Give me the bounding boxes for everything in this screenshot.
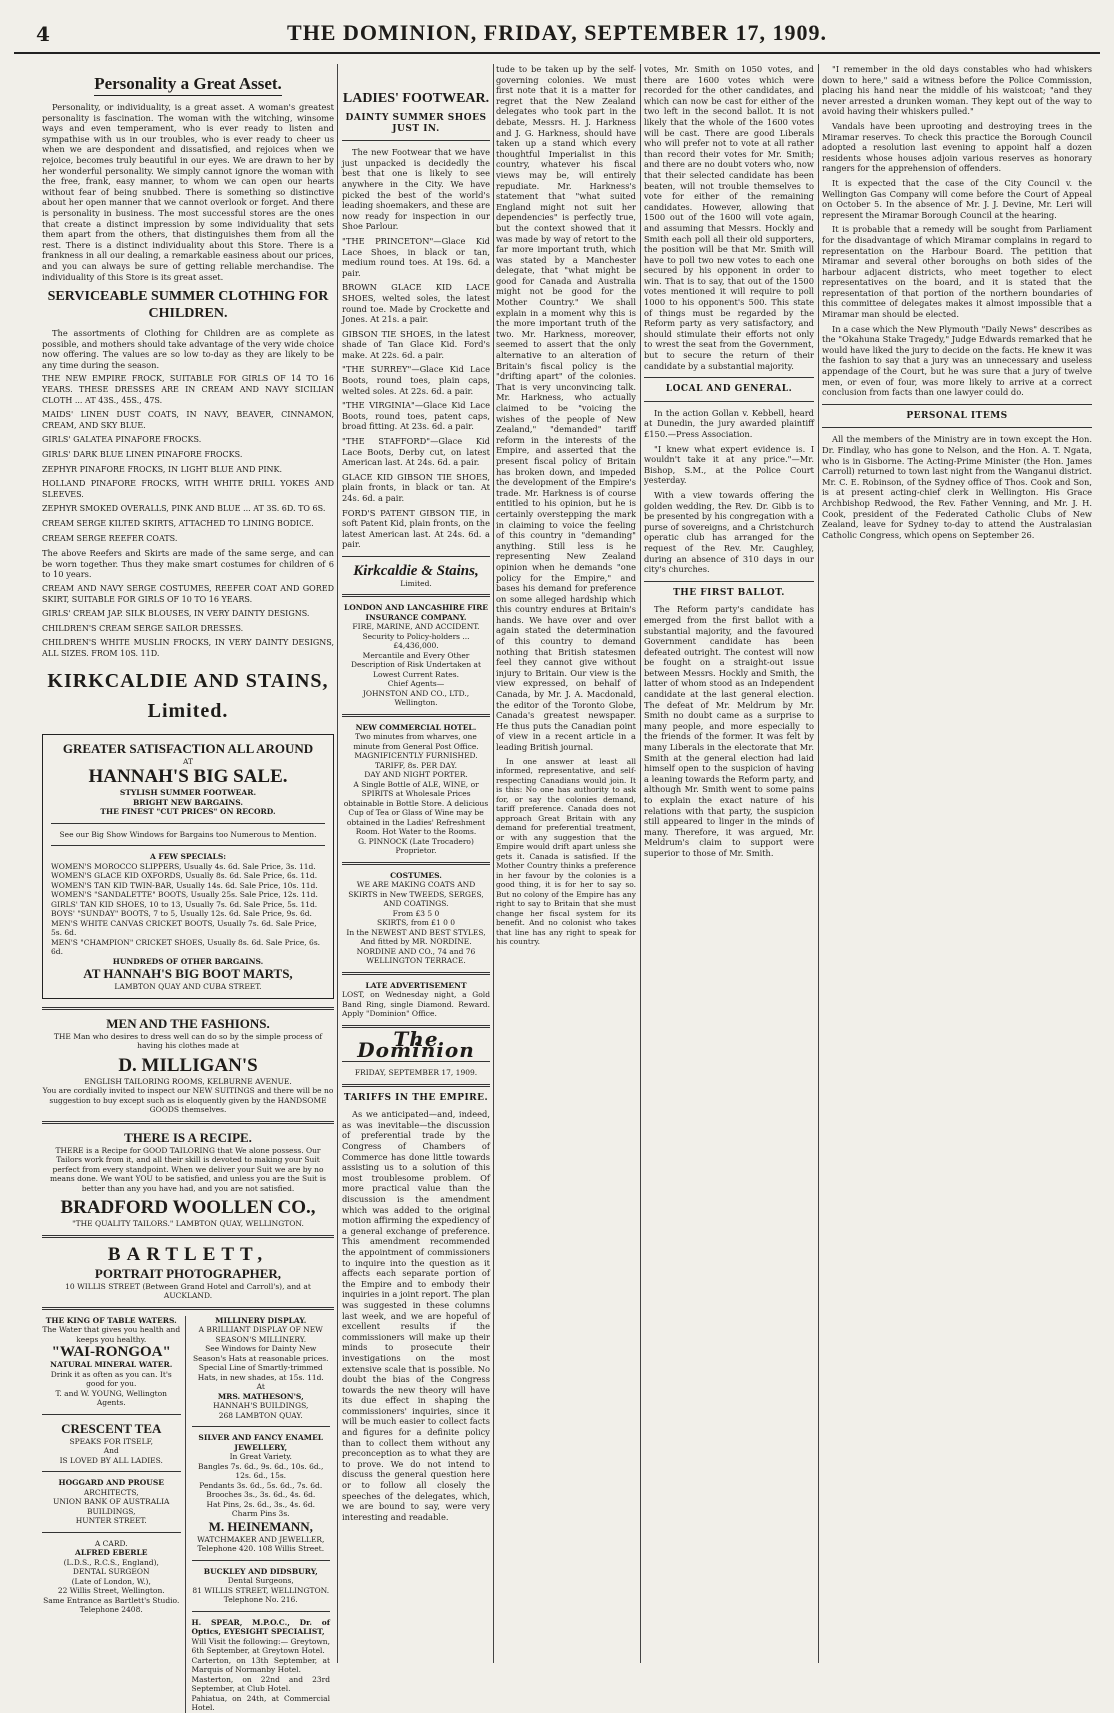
list-item: WOMEN'S GLACE KID OXFORDS, Usually 8s. 6d. Sale Price, 6s. 11d.: [51, 871, 318, 881]
ad-line: DAY AND NIGHT PORTER.: [364, 770, 468, 780]
list-item: WOMEN'S TAN KID TWIN-BAR, Usually 14s. 6d. Sale Price, 10s. 11d.: [51, 880, 318, 890]
section-heading: LOCAL AND GENERAL.: [665, 384, 793, 395]
ad-line: THE FINEST "CUT PRICES" ON RECORD.: [100, 807, 276, 817]
ad-line: 22 Willis Street, Wellington.: [57, 1586, 165, 1596]
ad-line: In the NEWEST AND BEST STYLES, And fitted by MR. NORDINE.: [346, 927, 486, 947]
ad-line: HOGGARD AND PROUSE: [58, 1478, 164, 1488]
spear-ad: [192, 1618, 331, 1713]
ad-line: Will Visit the following:— Greytown, 6th September, at Greytown Hotel.: [191, 1636, 330, 1656]
hannah-ad: [42, 734, 334, 999]
list-item: GIBSON TIE SHOES, in the latest shade of Tan Glace Kid. Ford's make. At 22s. 6d. a pair.: [342, 328, 490, 360]
ad-line: A FEW SPECIALS:: [149, 852, 227, 862]
article-quote: In one answer at least all informed, representative, and self-respecting Canadians would join. It is this: No one has authority to ask for, or say the colonies demand, tariff preference. Canada does not approach Great Britain with any demand for preferential treatment, or with any suggestion that the Empire would drift apart unless she gets it. Canada is satisfied. If the Mother Country thinks a preference in her favour by the colonies is a good thing, it is for her to say so. But no colony of the Empire has any right to say to Britain that she must change her fiscal system for its benefit. And no colonist who takes that line has any right to speak for his country.: [496, 756, 636, 947]
ad-line: Security to Policy-holders ... £4,436,000.: [362, 631, 470, 651]
ad-line: See Windows for Dainty New Season's Hats at reasonable prices.: [192, 1344, 329, 1363]
section-heading: PERSONAL ITEMS: [906, 410, 1008, 421]
ad-line: GREATER SATISFACTION ALL AROUND: [62, 740, 314, 756]
late-ad-text: LOST, on Wednesday night, a Gold Band Ring, single Diamond. Reward. Apply "Dominion" Office.: [342, 990, 490, 1019]
insurance-ad: [342, 603, 490, 708]
ad-line: H. SPEAR, M.P.O.C., Dr. of Optics, EYESIGHT SPECIALIST,: [191, 1617, 330, 1637]
ad-line: NATURAL MINERAL WATER.: [50, 1360, 173, 1370]
ad-line: STYLISH SUMMER FOOTWEAR.: [119, 788, 257, 798]
ad-line: AT HANNAH'S BIG BOOT MARTS,: [83, 966, 293, 982]
list-item: CREAM SERGE KILTED SKIRTS, ATTACHED TO LINING BODICE.: [42, 519, 314, 528]
leader-heading: TARIFFS IN THE EMPIRE.: [343, 1092, 489, 1103]
ad-line: SKIRTS, from £1 0 0: [376, 918, 456, 928]
ad-line: G. PINNOCK (Late Trocadero) Proprietor.: [358, 836, 474, 856]
ad-line: PORTRAIT PHOTOGRAPHER,: [94, 1265, 282, 1281]
ad-line: HUNDREDS OF OTHER BARGAINS.: [112, 956, 264, 966]
column-2: [342, 64, 490, 1663]
list-item: GIRLS' TAN KID SHOES, 10 to 13, Usually 7s. 6d. Sale Price, 5s. 11d.: [51, 899, 318, 909]
ad-line: The Water that gives you health and keeps you healthy.: [42, 1325, 181, 1344]
list-item: WOMEN'S "SANDALETTE" BOOTS, Usually 25s. Sale Price, 12s. 11d.: [51, 890, 318, 900]
ad-line: WE ARE MAKING COATS AND SKIRTS in New TWEEDS, SERGES, AND COATINGS.: [348, 880, 484, 909]
ad-line: In Great Variety.: [229, 1452, 292, 1462]
ad-line: Carterton, on 13th September, at Marquis of Normanby Hotel.: [191, 1655, 330, 1675]
ad-line: 10 WILLIS STREET (Between Grand Hotel and Carroll's), and at AUCKLAND.: [65, 1281, 311, 1301]
list-item: MAIDS' LINEN DUST COATS, IN NAVY, BEAVER, CINNAMON, CREAM, AND SKY BLUE.: [42, 410, 334, 430]
ad-line: From £3 5 0: [392, 908, 440, 918]
ad-line: ALFRED EBERLE: [75, 1548, 148, 1558]
ad-line: A BRILLIANT DISPLAY OF NEW SEASON'S MILLINERY.: [198, 1325, 323, 1344]
article-text: It is expected that the case of the City Council v. the Wellington Gas Company will come before the Court of Appeal on October 5. In the absence of Mr. J. J. Devine, Mr. Leri will represent the Miramar Borough Council at the hearing.: [822, 177, 1092, 220]
list-item: MEN'S WHITE CANVAS CRICKET BOOTS, Usually 7s. 6d. Sale Price, 5s. 6d.: [51, 918, 317, 938]
list-item: MEN'S "CHAMPION" CRICKET SHOES, Usually 8s. 6d. Sale Price, 6s. 6d.: [51, 937, 321, 957]
column-rule: [818, 64, 819, 1663]
store-banner: KIRKCALDIE AND STAINS, Limited.: [47, 669, 329, 722]
ad-line: Dental Surgeons,: [227, 1576, 294, 1586]
store-sub: Limited.: [400, 578, 432, 588]
ad-line: ENGLISH TAILORING ROOMS, KELBURNE AVENUE.: [84, 1076, 292, 1086]
page-title: THE DOMINION, FRIDAY, SEPTEMBER 17, 1909.: [287, 20, 827, 45]
ad-line: Two minutes from wharves, one minute from General Post Office.: [353, 732, 479, 751]
ad-line: Masterton, on 22nd and 23rd September, at Club Hotel.: [191, 1674, 330, 1694]
article-text: The Reform party's candidate has emerged from the first ballot with a substantial majority, and the favoured Government candidate has been defeated outright. The contest will now be fought on a straight-out issue between Messrs. Hockly and Smith, the latter of whom stood as an Independent candidate at the last general election. The defeat of Mr. Meldrum by Mr. Smith no doubt came as a surprise to many people, and more especially to the friends of the former. It was felt by many Liberals in the electorate that Mr. Smith at the general election had laid himself open to the suspicion of having a leaning towards the Reform party, and although Mr. Smith went to some pains to explain the exact nature of his relations with that party, the suspicion still appeared to linger in the minds of many. Therefore, it was argued, Mr. Meldrum's claim to support were superior to those of Mr. Smith.: [644, 604, 814, 858]
ad-line: T. and W. YOUNG, Wellington Agents.: [55, 1388, 168, 1408]
article-text: "I remember in the old days constables who had whiskers down to here," said a witness before the Police Commission, placing his hand near the middle of his waistcoat; "and they never arrested a drunken woman. They kept out of the way to avoid having their whiskers pulled.": [822, 64, 1092, 117]
ad-line: AT: [182, 756, 193, 766]
dentist-ad: [42, 1539, 181, 1615]
ad-line: IS LOVED BY ALL LADIES.: [59, 1455, 163, 1465]
ad-line: HANNAH'S BIG SALE.: [88, 766, 288, 788]
article-text: votes, Mr. Smith on 1050 votes, and there are 1600 votes which were recorded for the other candidates, and which can now be cast for either of the two left in the second ballot. It is not likely that the whole of the 1600 votes will be cast. There are good Liberals who will prefer not to vote at all rather than record their votes for Mr. Smith; and there are no doubt voters who, now that their selected candidate has been beaten, will not trouble themselves to vote for either of the remaining candidates. However, allowing that 1500 out of the 1600 will vote again, and assuming that Messrs. Hockly and Smith each poll all their old supporters, the position will be that Mr. Smith will have to poll two new votes to each one secured by his opponent in order to win. That is to say, that out of the 1500 votes mentioned it will require to poll 1000 to his opponent's 500. This state of things must be regarded by the Reform party as very satisfactory, and should stimulate their efforts not only to wrest the seat from the Government, but to secure the return of their candidate by a substantial majority.: [644, 64, 814, 371]
ad-subhead: SERVICEABLE SUMMER CLOTHING FOR CHILDREN.: [47, 289, 329, 322]
article-text: Vandals have been uprooting and destroying trees in the Miramar reserves. To check this practice the Borough Council adopted a resolution last evening to appoint half a dozen residents whose houses adjoin various reserves as honorary rangers for the apprehension of offenders.: [822, 120, 1092, 174]
ad-text: You are cordially invited to inspect our NEW SUITINGS and there will be no suggestion to buy except such as is eloquently given by the HANDSOME GOODS themselves.: [42, 1086, 334, 1115]
list-item: HOLLAND PINAFORE FROCKS, WITH WHITE DRILL YOKES AND SLEEVES.: [42, 479, 334, 499]
ad-line: See our Big Show Windows for Bargains too Numerous to Mention.: [59, 829, 317, 839]
list-item: ZEPHYR PINAFORE FROCKS, IN LIGHT BLUE AND PINK.: [42, 464, 283, 474]
ad-line: Bangles 7s. 6d., 9s. 6d., 10s. 6d., 12s. 6d., 15s.: [198, 1461, 324, 1481]
list-item: BROWN GLACE KID LACE SHOES, welted soles, the latest round toe. Made by Crockette and Jones. At 21s. a pair.: [342, 282, 490, 325]
list-item: "THE VIRGINIA"—Glace Kid Lace Boots, round toes, patent caps, broad fitting. At 23s. 6d. a pair.: [342, 400, 490, 432]
article-text: In a case which the New Plymouth "Daily News" describes as the "Okahuna Stake Tragedy," Judge Edwards remarked that he would have liked the jury to decide on the facts. He knew it was the fashion to say that a jury was an unnecessary and useless appendage of the Court, but he was sure that a jury of twelve men, or even of four, was more likely to arrive at a correct conclusion from facts than one lawyer could do.: [822, 323, 1093, 398]
list-item: WOMEN'S MOROCCO SLIPPERS, Usually 4s. 6d. Sale Price, 3s. 11d.: [51, 861, 316, 871]
list-item: The above Reefers and Skirts are made of the same serge, and can be worn together. Thus they make smart costumes for children of 6 to 10 years.: [42, 548, 334, 580]
list-item: "THE SURREY"—Glace Kid Lace Boots, round toes, plain caps, welted soles. At 22s. 6d. a pair.: [342, 364, 490, 396]
ad-line: NORDINE AND CO., 74 and 76 WELLINGTON TERRACE.: [356, 946, 476, 966]
article-text: In the action Gollan v. Kebbell, heard at Dunedin, the jury awarded plaintiff £150.—Press Association.: [644, 407, 814, 439]
ad-line: Pahiatua, on 24th, at Commercial Hotel.: [191, 1693, 330, 1713]
ad-line: 268 LAMBTON QUAY.: [218, 1410, 303, 1420]
ad-line: Drink it as often as you can. It's good for you.: [50, 1369, 172, 1389]
ad-line: MRS. MATHESON'S,: [217, 1391, 304, 1401]
store-name: Kirkcaldie & Stains,: [353, 562, 479, 579]
leader-text: As we anticipated—and, indeed, as was inevitable—the discussion of preferential trade by the Congress of Chambers of Commerce has done little towards assisting us to a solution of this most troublesome problem. Of more practical value than the discussion is the amendment which was added to the original motion affirming the expediency of a general exchange of preference. This amendment recommended the appointment of commissioners to inquire into the question as it affects each separate portion of the Empire and to embody their inquiries in a joint report. The plan was suggested in these columns last week, and we are hopeful of excellent results if the commissioners will make up their minds to prosecute their investigations on the most extensive scale that is possible. No doubt the bias of the Congress towards the new theory will have its due effect in shaping the commissioners' inquiries, since it will be much easier to collect facts and figures for a definite policy than to collect them without any preconception as to what they are to prove. We do not intend to discuss the general question here or to follow all closely the speeches of the delegates, which, we are bound to say, were very interesting and readable.: [342, 1109, 490, 1522]
ad-text: Personality, or individuality, is a great asset. A woman's greatest personality is fascination. The woman with the witching, winsome ways and even temperament, who is ever ready to listen and sympathise with us in our troubles, who is ever ready to cheer us when we are despondent and dissatisfied, and rejoices when we rejoice, becomes truly beautiful in our eyes. We are drawn to her by her wonderful personality. We simply cannot ignore the woman with the free, frank, easy manner, to whom we can open our hearts without fear of being snubbed. There is something so distinctive about her open manner that we cannot overlook or forget. And there is personality in business. The most successful stores are the ones that create a distinct impression by some individuality that sets them apart from the others, that distinguishes them from all the rest. There is a distinct individuality about this Store. There is a frankness in all our dealing, a remarkable easiness about our prices, and you can always be sure of getting reliable merchandise. The individuality of this Store is its great asset.: [42, 102, 334, 282]
ad-line: Charm Pins 3s.: [231, 1509, 290, 1519]
hoggard-ad: [42, 1478, 181, 1526]
ad-line: CRESCENT TEA: [61, 1420, 162, 1436]
column-3: [496, 64, 636, 1663]
ad-line: SPEAKS FOR ITSELF,: [69, 1436, 154, 1446]
leader-date: FRIDAY, SEPTEMBER 17, 1909.: [354, 1068, 478, 1078]
ad-line: 81 WILLIS STREET, WELLINGTON.: [192, 1585, 330, 1595]
costumes-ad: [342, 871, 490, 966]
article-text: "I knew what expert evidence is. I wouldn't take it at any price."—Mr. Bishop, S.M., at the Police Court yesterday.: [644, 443, 814, 486]
ad-line: BRADFORD WOOLLEN CO.,: [60, 1197, 316, 1219]
masthead: [14, 8, 1100, 54]
waironga-ad: [42, 1316, 181, 1408]
ad-line: Same Entrance as Bartlett's Studio. Telephone 2408.: [43, 1595, 180, 1615]
ad-line: A CARD.: [94, 1538, 128, 1548]
ad-line: (Late of London, W.),: [71, 1576, 151, 1586]
ad-line: HUNTER STREET.: [75, 1516, 147, 1526]
list-item: GIRLS' GALATEA PINAFORE FROCKS.: [42, 435, 202, 445]
ad-headline: Personality a Great Asset.: [42, 74, 334, 96]
ad-line: A Single Bottle of ALE, WINE, or SPIRITS at Wholesale Prices obtainable in Bottle Store. A delicious Cup of Tea or Glass of Wine may be obtained in the Ladies' Refreshment Room. Hot Water to the Rooms.: [343, 779, 489, 837]
ad-line: THERE IS A RECIPE.: [124, 1129, 252, 1145]
ad-line: THE KING OF TABLE WATERS.: [45, 1315, 177, 1325]
ad-line: Mercantile and Every Other Description of Risk Undertaken at Lowest Current Rates.: [350, 650, 482, 679]
heinemann-ad: [192, 1433, 331, 1554]
list-item: CREAM AND NAVY SERGE COSTUMES, REEFER COAT AND GORED SKIRT, SUITABLE FOR GIRLS OF 10 TO 16 YEARS.: [42, 583, 334, 604]
ad-line: COSTUMES.: [390, 870, 442, 880]
article-text: tude to be taken up by the self-governing colonies. We must first note that it is a matter for regret that the New Zealand delegates who took part in the debate, Messrs. H. J. Harkness and J. G. Harkness, should have taken up a stand which every thoughtful Imperialist in this country, whatever his fiscal views may be, will entirely repudiate. Mr. Harkness's statement that "what suited England might not suit her dependencies" is perfectly true, but the context showed that it was made by way of retort to the far more important truth, which was stated by a Manchester delegate, that "what might be good for Canada and Australia might not be good for the Mother Country." We shall explain in a moment why this is the more important truth of the two. Mr. Harkness, moreover, seemed to assert that the only alternative to an alteration of Britain's fiscal policy is the "drifting apart" of the colonies. That is very unconvincing talk. Mr. Harkness, who actually claimed to be "voicing the wishes of the people of New Zealand," "demanded" tariff reform in the interests of the Empire, and asserted that the present fiscal policy of Britain has broken down, and impeded the development of the Empire's trade. Mr. Harkness is of course entitled to his opinion, but he is certainly overstepping the mark in claiming to voice the feeling of this country in "demanding" anything. Still less is he representing New Zealand opinion when he demands "one policy for the Empire," and bases his demand for preference on some alleged hardship which this country endures at Britain's hands. We have over and over again stated the determination of this country to demand nothing that British statesmen feel they cannot give without injury to Britain. Our view is the view expressed, on behalf of Canada, by Mr. J. A. Macdonald, the editor of the Toronto Globe, Canada's greatest newspaper. He thus puts the Canadian point of view in a recent article in a leading British journal.: [496, 64, 636, 752]
list-item: GIRLS' CREAM JAP. SILK BLOUSES, IN VERY DAINTY DESIGNS.: [42, 609, 310, 619]
list-item: FORD'S PATENT GIBSON TIE, in soft Patent Kid, plain fronts, on the latest American last. At 24s. 6d. a pair.: [342, 507, 490, 550]
ad-line: (L.D.S., R.C.S., England),: [63, 1557, 159, 1567]
list-item: "THE PRINCETON"—Glace Kid Lace Shoes, in black or tan, medium round toes. At 19s. 6d. a pair.: [342, 235, 490, 278]
column-rule: [640, 64, 641, 1663]
list-item: ZEPHYR SMOKED OVERALLS, PINK AND BLUE ... AT 3S. 6D. TO 6S.: [42, 504, 326, 514]
column-rule: [337, 64, 338, 1663]
ad-line: And: [103, 1446, 119, 1456]
ad-line: Pendants 3s. 6d., 5s. 6d., 7s. 6d.: [199, 1480, 323, 1490]
page-number: 4: [36, 22, 50, 46]
ad-line: Chief Agents—: [387, 679, 445, 689]
hotel-ad: [342, 723, 490, 856]
ad-text: THE Man who desires to dress well can do so by the simple process of having his clothes made at: [53, 1031, 323, 1051]
ad-line: BARTLETT,: [107, 1243, 269, 1265]
ad-line: WATCHMAKER AND JEWELLER,: [197, 1534, 325, 1544]
ad-line: D. MILLIGAN'S: [118, 1054, 258, 1076]
article-text: With a view towards offering the golden wedding, the Rev. Dr. Gibb is to be presented by his congregation with a purse of sovereigns, and a Christchurch operatic club has arranged for the request of the Rev. Mr. Caughley, during an absence of 310 days in our city's churches.: [644, 489, 814, 575]
ad-line: Special Line of Smartly-trimmed Hats, in new shades, at 15s. 11d.: [197, 1363, 324, 1382]
dominion-logo: The Dominion: [357, 1026, 475, 1062]
ad-line: Brooches 3s., 3s. 6d., 4s. 6d.: [206, 1490, 316, 1500]
ad-line: ARCHITECTS,: [83, 1487, 139, 1497]
late-ad-head: LATE ADVERTISEMENT: [365, 980, 467, 990]
ad-line: At: [256, 1382, 265, 1392]
ad-line: JOHNSTON AND CO., LTD., Wellington.: [362, 688, 470, 708]
ad-line: Telephone No. 216.: [223, 1595, 298, 1605]
ad-line: LAMBTON QUAY AND CUBA STREET.: [114, 982, 262, 992]
column-4: [644, 64, 814, 1663]
ad-line: MEN AND THE FASHIONS.: [106, 1015, 270, 1031]
ad-headline: LADIES' FOOTWEAR.: [342, 91, 490, 106]
list-item: "THE STAFFORD"—Glace Kid Lace Boots, Derby cut, on latest American last. At 24s. 6d. a pair.: [342, 436, 490, 468]
recipe-ad: [42, 1130, 334, 1229]
ad-line: Hat Pins, 2s. 6d., 3s., 4s. 6d.: [206, 1499, 316, 1509]
small-ads: [42, 1316, 334, 1713]
ad-text: The new Footwear that we have just unpacked is decidedly the best that one is likely to see anywhere in the City. We have picked the best of the world's leading shoemakers, and these are now ready for inspection in our Shoe Parlour.: [342, 147, 490, 232]
ad-line: BUCKLEY AND DIDSBURY,: [203, 1566, 318, 1576]
list-item: THE NEW EMPIRE FROCK, SUITABLE FOR GIRLS OF 14 TO 16 YEARS. THESE DRESSES ARE IN CREAM AND NAVY SICILIAN CLOTH ... AT 43S., 45S., 47S.: [42, 374, 334, 405]
crescent-ad: [42, 1421, 181, 1466]
ad-line: "THE QUALITY TAILORS." LAMBTON QUAY, WELLINGTON.: [72, 1219, 304, 1229]
list-item: GIRLS' DARK BLUE LINEN PINAFORE FROCKS.: [42, 450, 243, 460]
ad-line: FIRE, MARINE, AND ACCIDENT.: [352, 622, 480, 632]
ad-text: The assortments of Clothing for Children are as complete as possible, and mothers should take advantage of the very wide choice now offering. The values are so low to-day as they are likely to be any time during the season.: [42, 328, 334, 370]
ad-line: LONDON AND LANCASHIRE FIRE INSURANCE COMPANY.: [343, 603, 489, 622]
ad-line: NEW COMMERCIAL HOTEL.: [355, 722, 477, 732]
ad-text: THERE is a Recipe for GOOD TAILORING that We alone possess. Our Tailors work from it, and all their skill is devoted to making your Suit perfect from every standpoint. When we deliver your Suit we are by no means done. We want YOU to be satisfied, and unless you are the Suit is better than any you have had, and you are not satisfied.: [49, 1145, 326, 1193]
column-5: [822, 64, 1092, 1663]
ad-line: Telephone 420. 108 Willis Street.: [197, 1544, 325, 1554]
ad-line: MILLINERY DISPLAY.: [215, 1315, 307, 1325]
millinery-ad: [192, 1316, 331, 1421]
column-1: [42, 64, 334, 1713]
ad-line: UNION BANK OF AUSTRALIA BUILDINGS,: [53, 1497, 170, 1516]
list-item: CHILDREN'S CREAM SERGE SAILOR DRESSES.: [42, 623, 244, 633]
list-item: BOYS' "SUNDAY" BOOTS, 7 to 5, Usually 12s. 6d. Sale Price, 9s. 6d.: [51, 909, 312, 919]
column-rule: [493, 64, 494, 1663]
ad-line: M. HEINEMANN,: [208, 1518, 313, 1534]
ad-line: SILVER AND FANCY ENAMEL JEWELLERY,: [198, 1433, 324, 1452]
ad-line: "WAI-RONGOA": [51, 1344, 171, 1361]
article-text: It is probable that a remedy will be sought from Parliament for the disadvantage of which Miramar complains in regard to representation on the Harbour Board. The petition that Miramar and several other boroughs on both sides of the harbour adjacent districts, who meet together to elect representatives on the board, and it is stated that the representation of that portion of the northern boundaries of this committee of delegates makes it almost impossible that a Miramar man should be elected.: [822, 224, 1092, 320]
buckley-ad: [192, 1567, 331, 1605]
milligan-ad: [42, 1016, 334, 1115]
ad-line: BRIGHT NEW BARGAINS.: [132, 797, 244, 807]
list-item: CHILDREN'S WHITE MUSLIN FROCKS, IN VERY DAINTY DESIGNS, ALL SIZES. FROM 10S. 11D.: [42, 638, 334, 658]
ad-line: HANNAH'S BUILDINGS,: [213, 1401, 309, 1411]
ad-line: MAGNIFICENTLY FURNISHED. TARIFF, 8s. PER DAY.: [354, 751, 478, 770]
clothing-list: [42, 374, 334, 659]
section-heading: THE FIRST BALLOT.: [673, 587, 785, 598]
bartlett-ad: [42, 1244, 334, 1301]
article-text: All the members of the Ministry are in town except the Hon. Dr. Findlay, who has gone to Nelson, and the Hon. A. T. Ngata, who is in Gisborne. The Acting-Prime Minister (the Hon. James Carroll) returned to town last night from the Wanganui district. Mr. C. E. Robinson, of the Sydney office of Thos. Cook and Son, is at present acting-chief clerk in Wellington. His Grace Archbishop Redwood, the Rev. Father Venning, and Mr. J. H. Cook, president of the Federated Catholic Clubs of New Zealand, leave for Sydney to-day to attend the Australasian Catholic Congress, which opens on September 26.: [822, 434, 1092, 540]
newspaper-page: [14, 8, 1100, 1713]
list-item: GLACE KID GIBSON TIE SHOES, plain fronts, in black or tan. At 24s. 6d. a pair.: [342, 471, 490, 503]
list-item: CREAM SERGE REEFER COATS.: [42, 533, 178, 543]
ad-line: DENTAL SURGEON: [72, 1567, 150, 1577]
ad-subhead: DAINTY SUMMER SHOES JUST IN.: [345, 113, 487, 134]
